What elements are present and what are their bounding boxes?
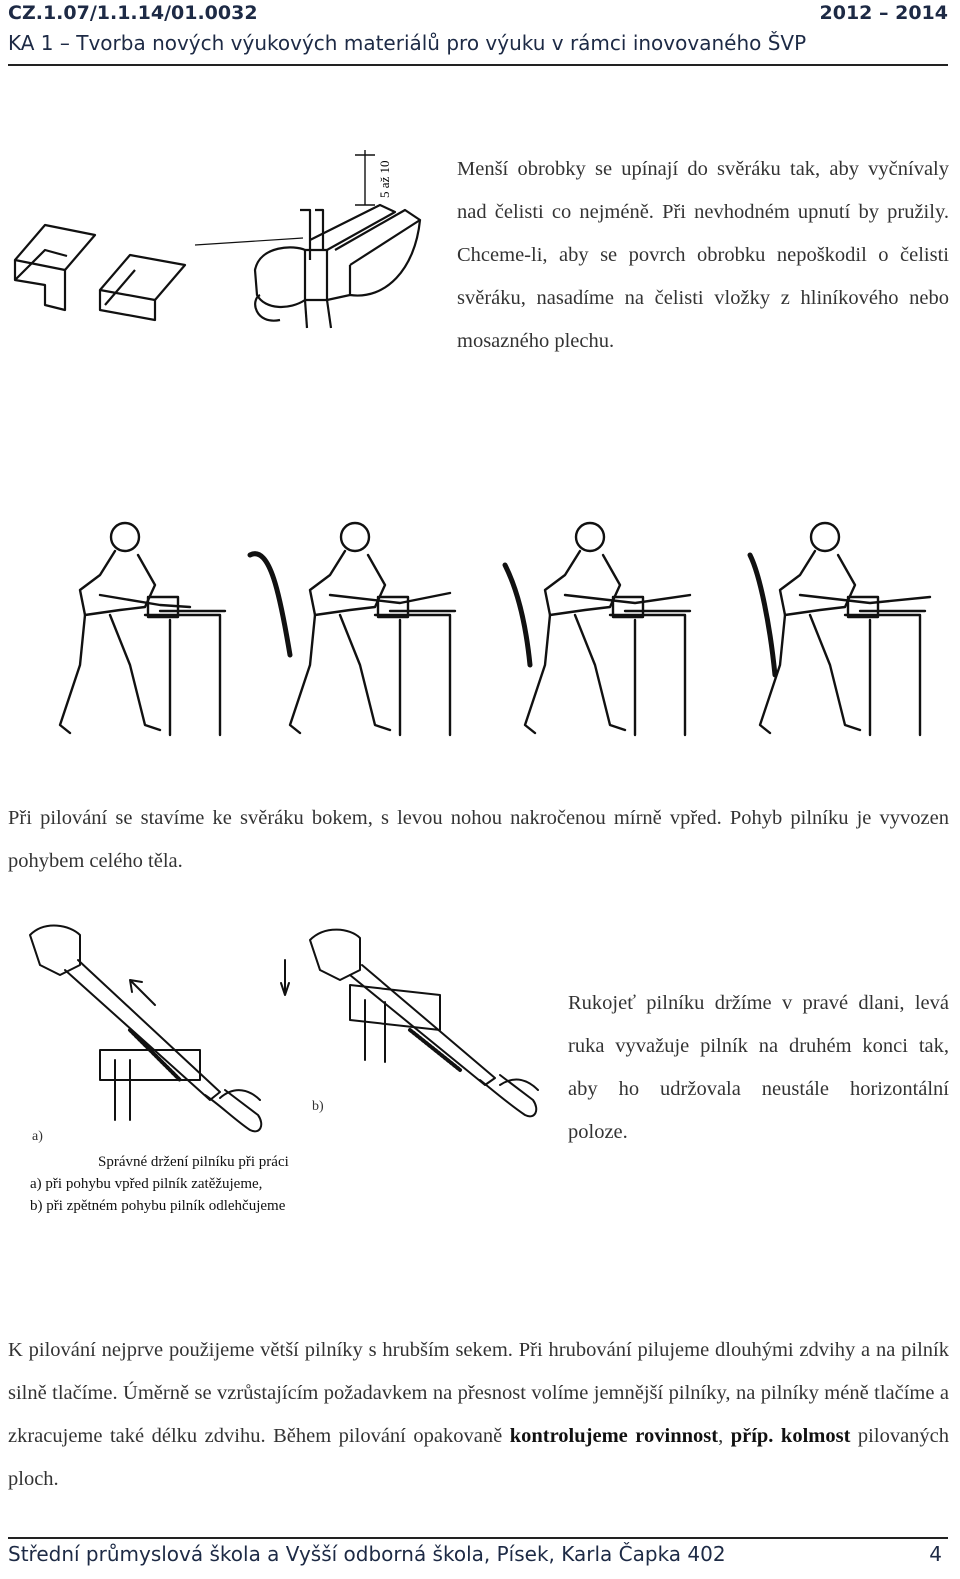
page-footer — [8, 1542, 948, 1566]
posture-4 — [750, 523, 930, 735]
caption-b: b) při zpětném pohybu pilník odlehčujeme — [30, 1198, 286, 1214]
file-grip-figure — [20, 920, 560, 1220]
paragraph-filing-technique — [8, 1329, 949, 1501]
text-run-1: K pilování nejprve použijeme větší pilníky s hrubším sekem. Při hrubování pilujeme dlouhými zdvihy a na pilník silně tlačíme. Úměrně se vzrůstajícím požadavkem na přesnost volíme jemnější pilníky, na pilníky méně tlačíme a zkracujeme také délku zdvihu. Během pilování opakovaně — [8, 1339, 949, 1447]
dimension-label: 5 až 10 — [377, 160, 392, 198]
grip-b — [281, 930, 538, 1117]
posture-3 — [505, 523, 690, 735]
bold-perpendicularity: příp. kolmost — [730, 1425, 851, 1447]
school-name: Střední průmyslová škola a Vyšší odborná škola, Písek, Karla Čapka 402 — [8, 1542, 726, 1566]
label-b: b) — [312, 1099, 324, 1114]
paragraph-vice-clamping: Menší obrobky se upínají do svěráku tak, aby vyčnívaly nad čelisti co nejméně. Při nevhodném upnutí by pružily. Chceme-li, aby se povrch obrobku nepoškodil o čelisti svěráku, nasadíme na čelisti vložky z hliníkového nebo mosazného plechu. — [457, 158, 949, 352]
header-divider — [8, 64, 948, 66]
caption-a: a) při pohybu vpřed pilník zatěžujeme, — [30, 1176, 263, 1192]
caption-title: Správné držení pilníku při práci — [98, 1154, 289, 1170]
project-years: 2012 – 2014 — [819, 2, 948, 24]
filing-posture-figure — [20, 515, 940, 745]
footer-divider — [8, 1537, 948, 1539]
text-run-2: , — [718, 1425, 731, 1447]
posture-1 — [60, 523, 225, 735]
header-subtitle: KA 1 – Tvorba nových výukových materiálů pro výuku v rámci inovovaného ŠVP — [8, 31, 807, 55]
vice-jaw-inserts-figure — [5, 150, 435, 340]
paragraph-stance: Při pilování se stavíme ke svěráku bokem, s levou nohou nakročenou mírně vpřed. Pohyb pilníku je vyvozen pohybem celého těla. — [8, 807, 949, 872]
grip-a — [30, 926, 261, 1132]
bold-flatness: kontrolujeme rovinnost — [509, 1425, 719, 1447]
label-a: a) — [32, 1129, 43, 1144]
paragraph-file-grip: Rukojeť pilníku držíme v pravé dlani, levá ruka vyvažuje pilník na druhém konci tak, aby ho udržovala neustále horizontální poloze. — [568, 992, 949, 1143]
posture-2 — [250, 523, 455, 735]
page-number: 4 — [929, 1542, 942, 1566]
project-code: CZ.1.07/1.1.14/01.0032 — [8, 2, 258, 24]
text-run-3: pilovaných ploch. — [8, 1425, 950, 1490]
